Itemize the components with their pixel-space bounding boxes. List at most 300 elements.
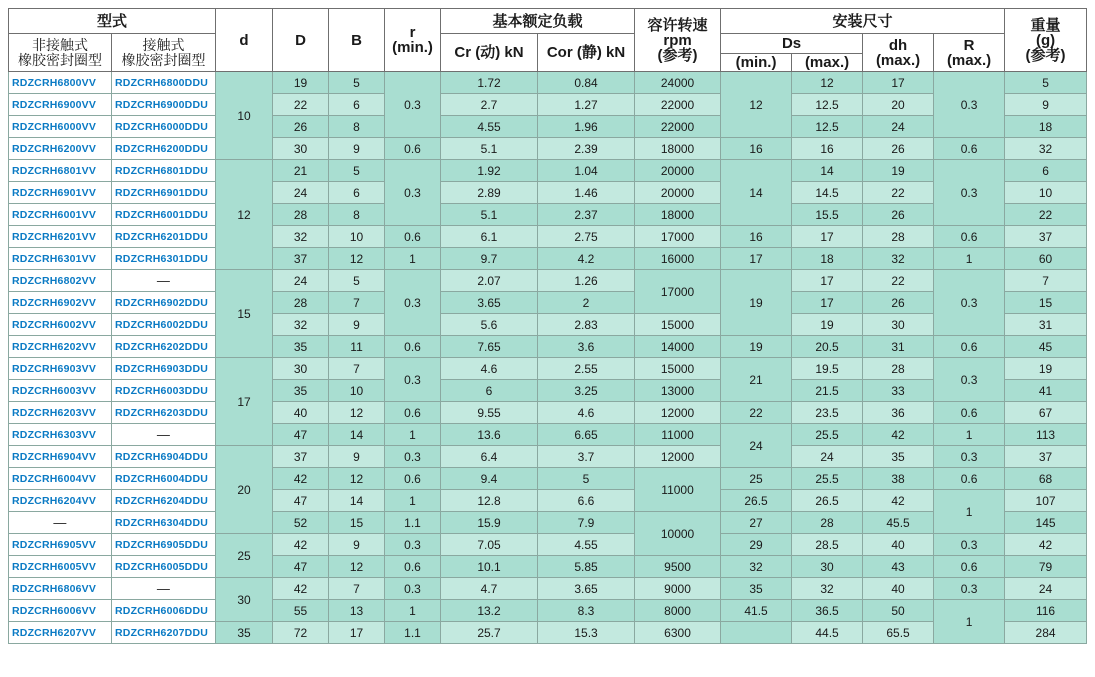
width-B-cell: 7	[329, 578, 385, 600]
weight-cell: 32	[1005, 138, 1087, 160]
contact-model: RDZCRH6201DDU	[112, 226, 216, 248]
table-row	[9, 72, 1087, 94]
table-row	[9, 424, 1087, 446]
non-contact-model: RDZCRH6801VV	[9, 160, 112, 182]
weight-cell: 60	[1005, 248, 1087, 270]
non-contact-model: RDZCRH6301VV	[9, 248, 112, 270]
speed-cell: 18000	[635, 204, 721, 226]
dh-cell: 31	[863, 336, 934, 358]
dh-cell: 30	[863, 314, 934, 336]
table-row	[9, 116, 1087, 138]
dh-cell: 28	[863, 358, 934, 380]
outer-D-cell: 30	[273, 138, 329, 160]
chamfer-r-cell: 1	[385, 490, 441, 512]
ds-min-cell	[721, 622, 792, 644]
ds-max-cell: 28.5	[792, 534, 863, 556]
ds-max-cell: 44.5	[792, 622, 863, 644]
non-contact-model: RDZCRH6001VV	[9, 204, 112, 226]
table-row	[9, 138, 1087, 160]
table-row	[9, 380, 1087, 402]
table-row	[9, 578, 1087, 600]
table-row	[9, 226, 1087, 248]
cr-cell: 7.05	[441, 534, 538, 556]
cr-cell: 15.9	[441, 512, 538, 534]
fillet-R-cell: 0.6	[934, 138, 1005, 160]
outer-D-cell: 47	[273, 490, 329, 512]
chamfer-r-cell: 0.3	[385, 446, 441, 468]
width-B-cell: 7	[329, 358, 385, 380]
speed-cell: 9000	[635, 578, 721, 600]
dh-cell: 65.5	[863, 622, 934, 644]
weight-cell: 145	[1005, 512, 1087, 534]
cor-header: Cor (静) kN	[538, 34, 635, 72]
bore-d-cell: 12	[216, 160, 273, 270]
cr-cell: 6.4	[441, 446, 538, 468]
outer-D-cell: 32	[273, 226, 329, 248]
chamfer-r-cell: 0.6	[385, 402, 441, 424]
ds-max-cell: 14	[792, 160, 863, 182]
dh-cell: 24	[863, 116, 934, 138]
weight-header	[1005, 9, 1087, 72]
R-header-label: R	[963, 36, 975, 54]
dh-cell: 32	[863, 248, 934, 270]
fillet-R-cell: 0.3	[934, 534, 1005, 556]
speed-header-unit: rpm	[663, 31, 692, 49]
chamfer-r-cell: 0.3	[385, 578, 441, 600]
contact-model: RDZCRH6904DDU	[112, 446, 216, 468]
speed-cell: 20000	[635, 160, 721, 182]
ds-min-cell: 16	[721, 226, 792, 248]
bore-d-cell: 20	[216, 446, 273, 534]
weight-cell: 68	[1005, 468, 1087, 490]
width-B-cell: 7	[329, 292, 385, 314]
speed-header-note: (参考)	[657, 46, 698, 64]
outer-D-cell: 42	[273, 468, 329, 490]
ds-max-cell: 20.5	[792, 336, 863, 358]
table-row	[9, 94, 1087, 116]
chamfer-r-cell: 0.3	[385, 358, 441, 402]
non-contact-model: RDZCRH6901VV	[9, 182, 112, 204]
B-header: B	[329, 9, 385, 72]
table-body	[9, 72, 1087, 644]
D-header: D	[273, 9, 329, 72]
weight-header-unit: (g)	[1035, 31, 1056, 49]
weight-cell: 24	[1005, 578, 1087, 600]
r-header-label: r	[409, 24, 416, 41]
weight-cell: 18	[1005, 116, 1087, 138]
ds-min-cell: 12	[721, 72, 792, 138]
table-row	[9, 204, 1087, 226]
non-contact-model: RDZCRH6207VV	[9, 622, 112, 644]
ds-max-cell: 25.5	[792, 424, 863, 446]
non-contact-model: RDZCRH6802VV	[9, 270, 112, 292]
speed-cell: 10000	[635, 512, 721, 556]
weight-cell: 31	[1005, 314, 1087, 336]
fillet-R-cell: 1	[934, 424, 1005, 446]
cr-cell: 5.1	[441, 204, 538, 226]
table-row	[9, 160, 1087, 182]
ds-max-cell: 12.5	[792, 116, 863, 138]
cr-cell: 9.55	[441, 402, 538, 424]
ds-max-cell: 12	[792, 72, 863, 94]
width-B-cell: 5	[329, 72, 385, 94]
ds-min-cell: 29	[721, 534, 792, 556]
chamfer-r-cell: 0.6	[385, 138, 441, 160]
cor-cell: 2.39	[538, 138, 635, 160]
bore-d-cell: 35	[216, 622, 273, 644]
dh-cell: 35	[863, 446, 934, 468]
contact-model: RDZCRH6800DDU	[112, 72, 216, 94]
width-B-cell: 8	[329, 116, 385, 138]
cor-cell: 0.84	[538, 72, 635, 94]
speed-cell: 15000	[635, 358, 721, 380]
dh-cell: 20	[863, 94, 934, 116]
non-contact-model: RDZCRH6905VV	[9, 534, 112, 556]
type-group-header: 型式	[9, 9, 216, 34]
non-contact-model: RDZCRH6904VV	[9, 446, 112, 468]
contact-model: RDZCRH6202DDU	[112, 336, 216, 358]
table-row	[9, 270, 1087, 292]
fillet-R-cell: 1	[934, 600, 1005, 644]
dh-cell: 26	[863, 292, 934, 314]
outer-D-cell: 52	[273, 512, 329, 534]
outer-D-cell: 26	[273, 116, 329, 138]
cr-header: Cr (动) kN	[441, 34, 538, 72]
outer-D-cell: 37	[273, 446, 329, 468]
cor-cell: 6.6	[538, 490, 635, 512]
width-B-cell: 12	[329, 556, 385, 578]
table-row	[9, 622, 1087, 644]
width-B-cell: 6	[329, 94, 385, 116]
speed-cell: 18000	[635, 138, 721, 160]
width-B-cell: 9	[329, 314, 385, 336]
non-contact-header	[9, 34, 112, 72]
outer-D-cell: 22	[273, 94, 329, 116]
fillet-R-cell: 0.6	[934, 556, 1005, 578]
weight-cell: 9	[1005, 94, 1087, 116]
ds-max-cell: 17	[792, 292, 863, 314]
contact-model: RDZCRH6006DDU	[112, 600, 216, 622]
contact-model: RDZCRH6004DDU	[112, 468, 216, 490]
speed-cell: 13000	[635, 380, 721, 402]
ds-max-cell: 16	[792, 138, 863, 160]
ds-min-cell: 24	[721, 424, 792, 468]
chamfer-r-cell: 1	[385, 248, 441, 270]
fillet-R-cell: 0.6	[934, 468, 1005, 490]
cr-cell: 2.89	[441, 182, 538, 204]
contact-header-line2: 橡胶密封圈型	[121, 51, 206, 68]
cor-cell: 1.26	[538, 270, 635, 292]
width-B-cell: 6	[329, 182, 385, 204]
table-row	[9, 490, 1087, 512]
ds-min-cell: 17	[721, 248, 792, 270]
chamfer-r-cell: 0.6	[385, 556, 441, 578]
outer-D-cell: 21	[273, 160, 329, 182]
dh-cell: 26	[863, 138, 934, 160]
speed-cell: 12000	[635, 402, 721, 424]
fillet-R-cell: 0.3	[934, 160, 1005, 226]
cor-cell: 1.27	[538, 94, 635, 116]
chamfer-r-cell: 0.3	[385, 72, 441, 138]
cor-cell: 2	[538, 292, 635, 314]
ds-min-cell: 19	[721, 270, 792, 336]
width-B-cell: 9	[329, 534, 385, 556]
ds-min-cell: 41.5	[721, 600, 792, 622]
contact-model: RDZCRH6200DDU	[112, 138, 216, 160]
ds-min-cell: 14	[721, 160, 792, 226]
non-contact-model: RDZCRH6005VV	[9, 556, 112, 578]
cr-cell: 9.4	[441, 468, 538, 490]
width-B-cell: 9	[329, 446, 385, 468]
outer-D-cell: 24	[273, 182, 329, 204]
table-row	[9, 336, 1087, 358]
non-contact-header-line1: 非接触式	[32, 36, 88, 53]
cr-cell: 1.92	[441, 160, 538, 182]
dh-cell: 45.5	[863, 512, 934, 534]
contact-model: RDZCRH6001DDU	[112, 204, 216, 226]
dh-cell: 38	[863, 468, 934, 490]
contact-model: RDZCRH6903DDU	[112, 358, 216, 380]
ds-max-cell: 18	[792, 248, 863, 270]
cor-cell: 2.37	[538, 204, 635, 226]
ds-max-cell: 15.5	[792, 204, 863, 226]
speed-cell: 17000	[635, 226, 721, 248]
R-header	[934, 34, 1005, 72]
width-B-cell: 9	[329, 138, 385, 160]
cr-cell: 2.7	[441, 94, 538, 116]
cr-cell: 6.1	[441, 226, 538, 248]
contact-model: RDZCRH6207DDU	[112, 622, 216, 644]
speed-cell: 20000	[635, 182, 721, 204]
cr-cell: 12.8	[441, 490, 538, 512]
table-row	[9, 248, 1087, 270]
width-B-cell: 10	[329, 380, 385, 402]
ds-min-cell: 25	[721, 468, 792, 490]
bore-d-cell: 25	[216, 534, 273, 578]
dh-cell: 42	[863, 424, 934, 446]
speed-cell: 16000	[635, 248, 721, 270]
weight-cell: 19	[1005, 358, 1087, 380]
ds-max-cell: 21.5	[792, 380, 863, 402]
outer-D-cell: 30	[273, 358, 329, 380]
weight-cell: 45	[1005, 336, 1087, 358]
speed-cell: 15000	[635, 314, 721, 336]
dh-cell: 36	[863, 402, 934, 424]
chamfer-r-cell: 1	[385, 424, 441, 446]
ds-min-cell: 22	[721, 402, 792, 424]
cr-cell: 5.1	[441, 138, 538, 160]
cr-cell: 7.65	[441, 336, 538, 358]
non-contact-model: RDZCRH6202VV	[9, 336, 112, 358]
table-row	[9, 446, 1087, 468]
cor-cell: 3.7	[538, 446, 635, 468]
fillet-R-cell: 0.3	[934, 446, 1005, 468]
non-contact-model: RDZCRH6204VV	[9, 490, 112, 512]
dh-cell: 22	[863, 270, 934, 292]
non-contact-model: —	[9, 512, 112, 534]
weight-cell: 7	[1005, 270, 1087, 292]
cor-cell: 3.6	[538, 336, 635, 358]
weight-cell: 15	[1005, 292, 1087, 314]
contact-model: RDZCRH6901DDU	[112, 182, 216, 204]
table-row	[9, 402, 1087, 424]
table-row	[9, 468, 1087, 490]
cr-cell: 1.72	[441, 72, 538, 94]
ds-min-cell: 16	[721, 138, 792, 160]
width-B-cell: 12	[329, 248, 385, 270]
ds-max-cell: 12.5	[792, 94, 863, 116]
ds-max-cell: 28	[792, 512, 863, 534]
table-row	[9, 534, 1087, 556]
r-header	[385, 9, 441, 72]
mount-group-header: 安装尺寸	[721, 9, 1005, 34]
non-contact-header-line2: 橡胶密封圈型	[18, 51, 102, 68]
outer-D-cell: 55	[273, 600, 329, 622]
chamfer-r-cell: 1	[385, 600, 441, 622]
bore-d-cell: 10	[216, 72, 273, 160]
contact-model: RDZCRH6204DDU	[112, 490, 216, 512]
ds-min-cell: 32	[721, 556, 792, 578]
contact-model: —	[112, 578, 216, 600]
contact-model: RDZCRH6002DDU	[112, 314, 216, 336]
width-B-cell: 11	[329, 336, 385, 358]
weight-cell: 116	[1005, 600, 1087, 622]
contact-model: RDZCRH6900DDU	[112, 94, 216, 116]
fillet-R-cell: 1	[934, 248, 1005, 270]
width-B-cell: 12	[329, 402, 385, 424]
weight-cell: 10	[1005, 182, 1087, 204]
ds-min-cell: 21	[721, 358, 792, 402]
outer-D-cell: 19	[273, 72, 329, 94]
width-B-cell: 14	[329, 424, 385, 446]
cr-cell: 6	[441, 380, 538, 402]
ds-max-header: (max.)	[792, 54, 863, 72]
non-contact-model: RDZCRH6200VV	[9, 138, 112, 160]
bearing-spec-table	[8, 8, 1087, 644]
speed-cell: 11000	[635, 468, 721, 512]
ds-max-cell: 36.5	[792, 600, 863, 622]
weight-cell: 113	[1005, 424, 1087, 446]
weight-cell: 41	[1005, 380, 1087, 402]
table-row	[9, 182, 1087, 204]
contact-model: RDZCRH6304DDU	[112, 512, 216, 534]
outer-D-cell: 42	[273, 534, 329, 556]
ds-max-cell: 26.5	[792, 490, 863, 512]
fillet-R-cell: 0.6	[934, 336, 1005, 358]
dh-cell: 22	[863, 182, 934, 204]
cor-cell: 5	[538, 468, 635, 490]
width-B-cell: 5	[329, 160, 385, 182]
non-contact-model: RDZCRH6203VV	[9, 402, 112, 424]
outer-D-cell: 72	[273, 622, 329, 644]
cor-cell: 6.65	[538, 424, 635, 446]
dh-cell: 40	[863, 534, 934, 556]
speed-cell: 22000	[635, 116, 721, 138]
weight-cell: 37	[1005, 446, 1087, 468]
outer-D-cell: 28	[273, 204, 329, 226]
outer-D-cell: 42	[273, 578, 329, 600]
dh-cell: 50	[863, 600, 934, 622]
speed-cell: 24000	[635, 72, 721, 94]
fillet-R-cell: 1	[934, 490, 1005, 534]
ds-header: Ds	[721, 34, 863, 54]
chamfer-r-cell: 0.3	[385, 270, 441, 336]
cor-cell: 8.3	[538, 600, 635, 622]
speed-header-label: 容许转速	[647, 16, 708, 34]
table-row	[9, 358, 1087, 380]
weight-cell: 22	[1005, 204, 1087, 226]
outer-D-cell: 47	[273, 556, 329, 578]
weight-cell: 284	[1005, 622, 1087, 644]
cor-cell: 3.25	[538, 380, 635, 402]
cor-cell: 4.6	[538, 402, 635, 424]
bore-d-cell: 17	[216, 358, 273, 446]
ds-max-cell: 17	[792, 270, 863, 292]
fillet-R-cell: 0.3	[934, 72, 1005, 138]
dh-cell: 33	[863, 380, 934, 402]
width-B-cell: 12	[329, 468, 385, 490]
dh-cell: 17	[863, 72, 934, 94]
speed-cell: 8000	[635, 600, 721, 622]
weight-cell: 107	[1005, 490, 1087, 512]
chamfer-r-cell: 0.6	[385, 468, 441, 490]
ds-max-cell: 25.5	[792, 468, 863, 490]
non-contact-model: RDZCRH6903VV	[9, 358, 112, 380]
contact-model: RDZCRH6003DDU	[112, 380, 216, 402]
chamfer-r-cell: 0.6	[385, 336, 441, 358]
cor-cell: 2.83	[538, 314, 635, 336]
contact-model: —	[112, 424, 216, 446]
weight-header-note: (参考)	[1025, 46, 1066, 64]
chamfer-r-cell: 1.1	[385, 622, 441, 644]
non-contact-model: RDZCRH6806VV	[9, 578, 112, 600]
dh-cell: 43	[863, 556, 934, 578]
table-header	[9, 9, 1087, 72]
width-B-cell: 10	[329, 226, 385, 248]
fillet-R-cell: 0.6	[934, 226, 1005, 248]
weight-cell: 79	[1005, 556, 1087, 578]
dh-cell: 28	[863, 226, 934, 248]
ds-min-cell: 26.5	[721, 490, 792, 512]
fillet-R-cell: 0.3	[934, 270, 1005, 336]
width-B-cell: 14	[329, 490, 385, 512]
bore-d-cell: 30	[216, 578, 273, 622]
cor-cell: 15.3	[538, 622, 635, 644]
cor-cell: 5.85	[538, 556, 635, 578]
weight-cell: 5	[1005, 72, 1087, 94]
non-contact-model: RDZCRH6201VV	[9, 226, 112, 248]
load-group-header: 基本额定负载	[441, 9, 635, 34]
chamfer-r-cell: 0.3	[385, 534, 441, 556]
width-B-cell: 15	[329, 512, 385, 534]
R-header-sub: (max.)	[946, 51, 992, 69]
speed-cell: 12000	[635, 446, 721, 468]
cr-cell: 4.6	[441, 358, 538, 380]
outer-D-cell: 35	[273, 336, 329, 358]
dh-cell: 40	[863, 578, 934, 600]
cr-cell: 2.07	[441, 270, 538, 292]
ds-min-cell: 19	[721, 336, 792, 358]
weight-cell: 37	[1005, 226, 1087, 248]
cor-cell: 7.9	[538, 512, 635, 534]
table-row	[9, 600, 1087, 622]
non-contact-model: RDZCRH6004VV	[9, 468, 112, 490]
non-contact-model: RDZCRH6003VV	[9, 380, 112, 402]
cor-cell: 4.55	[538, 534, 635, 556]
fillet-R-cell: 0.3	[934, 578, 1005, 600]
ds-max-cell: 23.5	[792, 402, 863, 424]
contact-header-line1: 接触式	[142, 36, 185, 53]
